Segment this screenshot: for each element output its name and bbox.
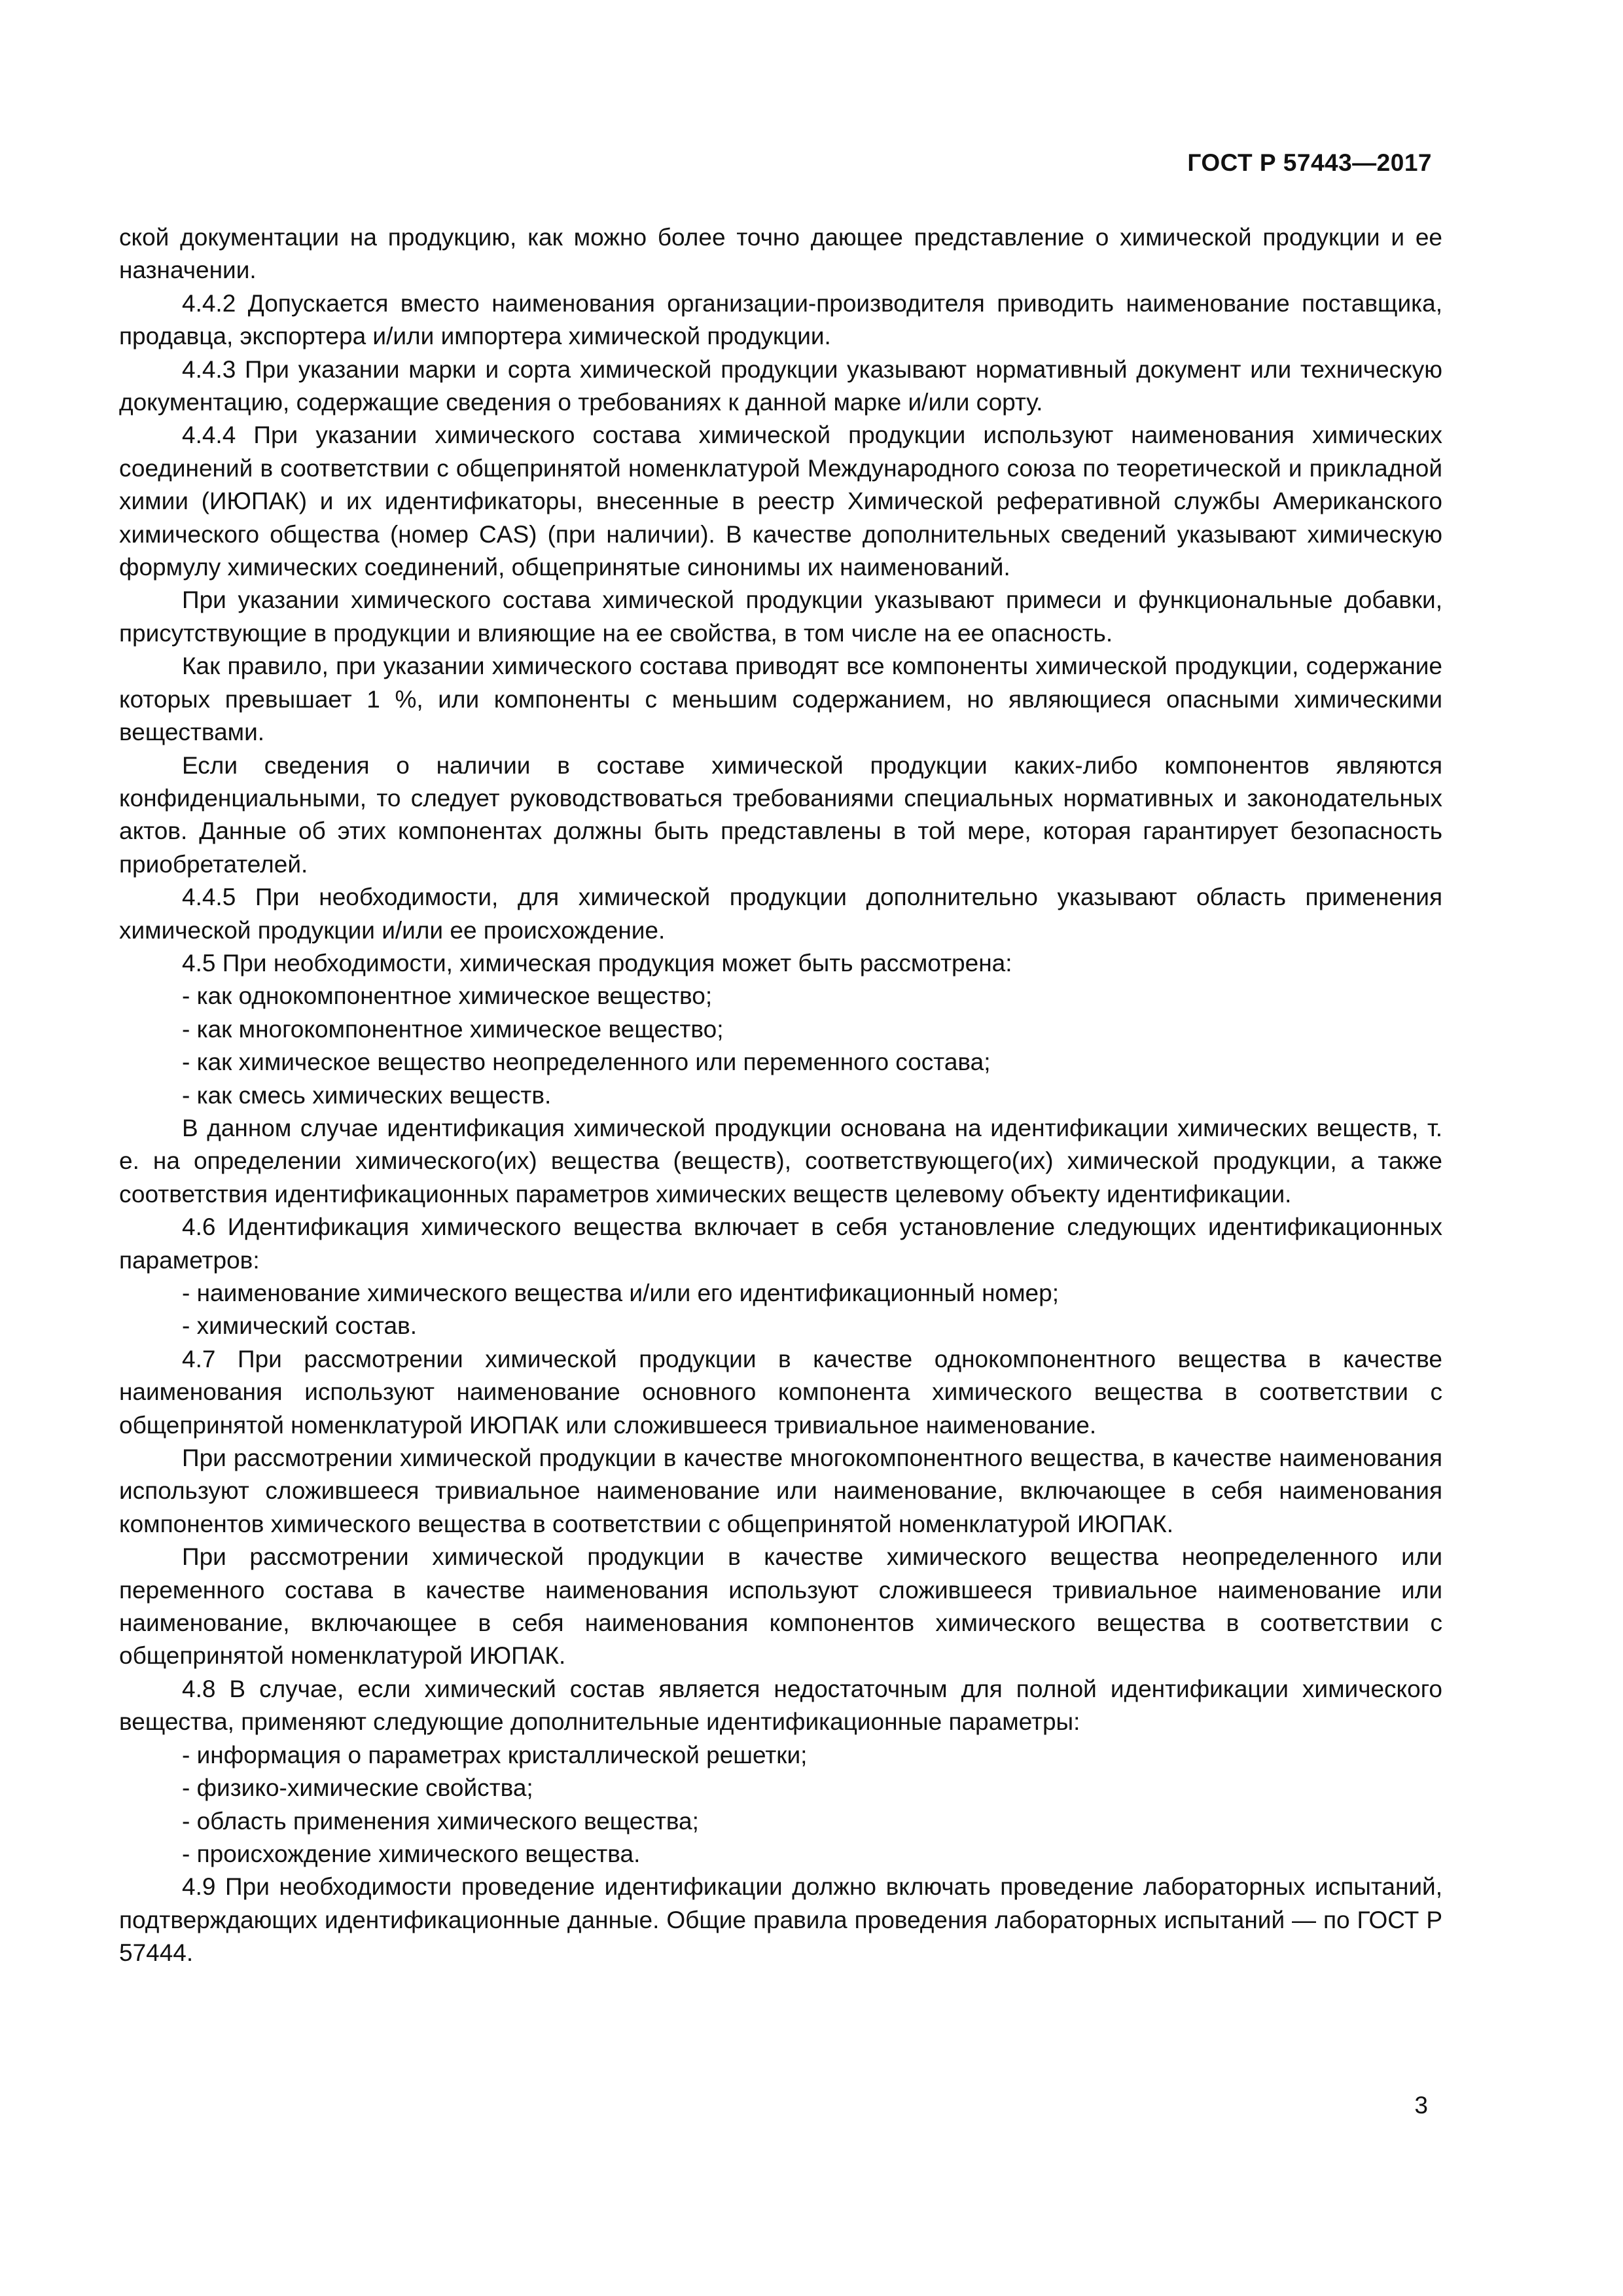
paragraph: При рассмотрении химической продукции в качестве химического вещества неопределенного или переменного состава в качестве наименования используют сложившееся тривиальное наименование или наименование, включающее в себя наименования компонентов химического вещества в соответствии с общепринятой номенклатурой ИЮПАК. xyxy=(119,1543,1442,1670)
paragraph: Если сведения о наличии в составе химической продукции каких-либо компонентов являются конфиденциальными, то следует руководствоваться требованиями специальных нормативных и законодательных актов. Данные об этих компонентах должны быть представлены в той мере, которая гарантирует безопасность приобретателей. xyxy=(119,751,1442,878)
list-item: - физико-химические свойства; xyxy=(182,1774,533,1802)
list-item: - наименование химического вещества и/или его идентификационный номер; xyxy=(182,1280,1059,1306)
paragraph: Как правило, при указании химического состава приводят все компоненты химической продукции, содержание которых превышает 1 %, или компоненты с меньшим содержанием, но являющиеся опасными химическими веществами. xyxy=(119,653,1442,746)
paragraph: При указании химического состава химической продукции указывают примеси и функциональные добавки, присутствующие в продукции и влияющие на ее свойства, в том числе на ее опасность. xyxy=(119,586,1442,647)
list-item: - как многокомпонентное химическое вещество; xyxy=(182,1015,724,1043)
paragraph: 4.4.3 При указании марки и сорта химической продукции указывают нормативный документ или техническую документацию, содержащие сведения о требованиях к данной марке и/или сорту. xyxy=(119,355,1442,416)
paragraph: При рассмотрении химической продукции в качестве многокомпонентного вещества, в качестве наименования используют сложившееся тривиальное наименование или наименование, включающее в себя наименования компонентов химического вещества в соответствии с общепринятой номенклатурой ИЮПАК. xyxy=(119,1444,1442,1537)
list-item: - информация о параметрах кристаллической решетки; xyxy=(182,1741,808,1768)
paragraph: 4.8 В случае, если химический состав является недостаточным для полной идентификации химического вещества, применяют следующие дополнительные идентификационные параметры: xyxy=(119,1675,1442,1736)
paragraph: 4.6 Идентификация химического вещества включает в себя установление следующих идентификационных параметров: xyxy=(119,1213,1442,1274)
paragraph: 4.5 При необходимости, химическая продукция может быть рассмотрена: xyxy=(182,949,1012,977)
paragraph: ской документации на продукцию, как можно более точно дающее представление о химической продукции и ее назначении. xyxy=(119,224,1442,284)
list-item: - химический состав. xyxy=(182,1312,418,1340)
page-number: 3 xyxy=(1414,2092,1428,2119)
paragraph: 4.4.4 При указании химического состава химической продукции используют наименования химических соединений в соответствии с общепринятой номенклатурой Международного союза по теоретической и прикладной химии (ИЮПАК) и их идентификаторы, внесенные в реестр Химической реферативной службы Американского химического общества (номер CAS) (при наличии). В качестве дополнительных сведений указывают химическую формулу химических соединений, общепринятые синонимы их наименований. xyxy=(119,422,1442,581)
document-header: ГОСТ Р 57443—2017 xyxy=(1187,149,1432,176)
list-item: - как химическое вещество неопределенного или переменного состава; xyxy=(182,1049,991,1076)
paragraph: 4.4.2 Допускается вместо наименования организации-производителя приводить наименование поставщика, продавца, экспортера и/или импортера химической продукции. xyxy=(119,289,1442,350)
list-item: - как смесь химических веществ. xyxy=(182,1081,552,1109)
paragraph: 4.9 При необходимости проведение идентификации должно включать проведение лабораторных испытаний, подтверждающих идентификационные данные. Общие правила проведения лабораторных испытаний — по ГОСТ Р 57444. xyxy=(119,1873,1442,1967)
document-body xyxy=(119,221,1442,1970)
list-item: - происхождение химического вещества. xyxy=(182,1840,641,1867)
paragraph: В данном случае идентификация химической продукции основана на идентификации химических веществ, т. е. на определении химического(их) вещества (веществ), соответствующего(их) химической продукции, а также соответствия идентификационных параметров химических веществ целевому объекту идентификации. xyxy=(119,1114,1442,1208)
paragraph: 4.7 При рассмотрении химической продукции в качестве однокомпонентного вещества в качестве наименования используют наименование основного компонента химического вещества в соответствии с общепринятой номенклатурой ИЮПАК или сложившееся тривиальное наименование. xyxy=(119,1345,1442,1439)
list-item: - область применения химического вещества; xyxy=(182,1807,699,1835)
list-item: - как однокомпонентное химическое вещество; xyxy=(182,982,713,1010)
paragraph: 4.4.5 При необходимости, для химической продукции дополнительно указывают область применения химической продукции и/или ее происхождение. xyxy=(119,884,1442,944)
